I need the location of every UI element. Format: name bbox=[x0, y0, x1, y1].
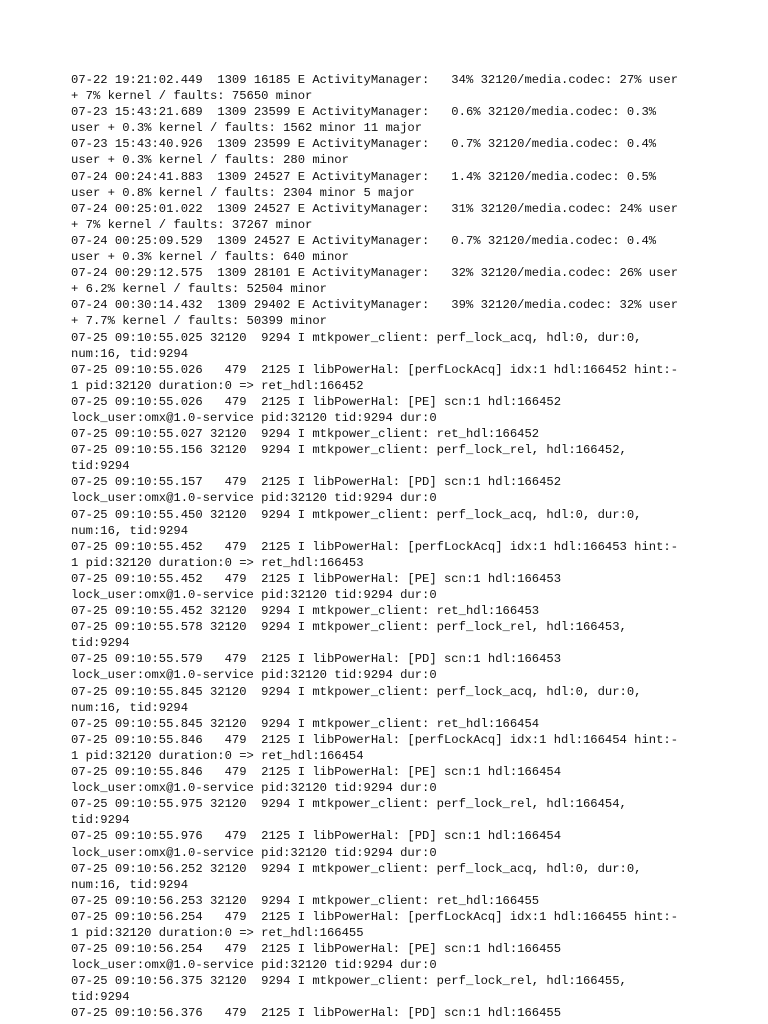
log-line: lock_user:omx@1.0-service pid:32120 tid:9294 dur:0 bbox=[71, 491, 437, 506]
log-line: 07-24 00:29:12.575 1309 28101 E ActivityManager: 32% 32120/media.codec: 26% user bbox=[71, 266, 679, 281]
log-line: 07-25 09:10:56.254 479 2125 I libPowerHal: [PE] scn:1 hdl:166455 bbox=[71, 942, 562, 957]
log-line: + 7% kernel / faults: 37267 minor bbox=[71, 217, 313, 232]
log-line: 07-25 09:10:55.846 479 2125 I libPowerHal: [PE] scn:1 hdl:166454 bbox=[71, 765, 562, 780]
log-line: 07-25 09:10:55.026 479 2125 I libPowerHal: [perfLockAcq] idx:1 hdl:166452 hint:- bbox=[71, 362, 679, 377]
log-line: lock_user:omx@1.0-service pid:32120 tid:9294 dur:0 bbox=[71, 781, 437, 796]
log-line: + 6.2% kernel / faults: 52504 minor bbox=[71, 282, 327, 297]
log-line: num:16, tid:9294 bbox=[71, 523, 189, 538]
log-line: 07-25 09:10:56.375 32120 9294 I mtkpower_client: perf_lock_rel, hdl:166455, bbox=[71, 974, 627, 989]
log-line: 07-25 09:10:55.579 479 2125 I libPowerHal: [PD] scn:1 hdl:166453 bbox=[71, 652, 562, 667]
log-line: 1 pid:32120 duration:0 => ret_hdl:166455 bbox=[71, 925, 364, 940]
log-line: 07-24 00:25:01.022 1309 24527 E ActivityManager: 31% 32120/media.codec: 24% user bbox=[71, 201, 679, 216]
log-line: 07-23 15:43:40.926 1309 23599 E ActivityManager: 0.7% 32120/media.codec: 0.4% bbox=[71, 137, 657, 152]
log-line: 07-25 09:10:55.845 32120 9294 I mtkpower_client: ret_hdl:166454 bbox=[71, 716, 540, 731]
log-line: 07-25 09:10:55.976 479 2125 I libPowerHal: [PD] scn:1 hdl:166454 bbox=[71, 829, 562, 844]
log-line: 07-25 09:10:55.845 32120 9294 I mtkpower_client: perf_lock_acq, hdl:0, dur:0, bbox=[71, 684, 642, 699]
log-line: 07-25 09:10:55.025 32120 9294 I mtkpower_client: perf_lock_acq, hdl:0, dur:0, bbox=[71, 330, 642, 345]
log-line: 07-25 09:10:55.846 479 2125 I libPowerHal: [perfLockAcq] idx:1 hdl:166454 hint:- bbox=[71, 732, 679, 747]
log-line: lock_user:omx@1.0-service pid:32120 tid:9294 dur:0 bbox=[71, 410, 437, 425]
log-line: 1 pid:32120 duration:0 => ret_hdl:166454 bbox=[71, 748, 364, 763]
log-line: 07-25 09:10:56.252 32120 9294 I mtkpower_client: perf_lock_acq, hdl:0, dur:0, bbox=[71, 861, 642, 876]
log-line: 1 pid:32120 duration:0 => ret_hdl:166453 bbox=[71, 555, 364, 570]
log-line: 07-25 09:10:56.376 479 2125 I libPowerHal: [PD] scn:1 hdl:166455 bbox=[71, 1006, 562, 1021]
log-line: lock_user:omx@1.0-service pid:32120 tid:9294 dur:0 bbox=[71, 845, 437, 860]
log-line: user + 0.3% kernel / faults: 280 minor bbox=[71, 153, 349, 168]
log-line: 07-25 09:10:56.254 479 2125 I libPowerHal: [perfLockAcq] idx:1 hdl:166455 hint:- bbox=[71, 909, 679, 924]
log-line: 07-24 00:30:14.432 1309 29402 E ActivityManager: 39% 32120/media.codec: 32% user bbox=[71, 298, 679, 313]
log-line: num:16, tid:9294 bbox=[71, 877, 189, 892]
log-line: 07-25 09:10:55.450 32120 9294 I mtkpower_client: perf_lock_acq, hdl:0, dur:0, bbox=[71, 507, 642, 522]
log-line: tid:9294 bbox=[71, 636, 130, 651]
log-line: 07-22 19:21:02.449 1309 16185 E ActivityManager: 34% 32120/media.codec: 27% user bbox=[71, 73, 679, 87]
log-line: user + 0.3% kernel / faults: 640 minor bbox=[71, 250, 349, 265]
log-line: 07-25 09:10:55.578 32120 9294 I mtkpower_client: perf_lock_rel, hdl:166453, bbox=[71, 620, 627, 635]
log-line: 1 pid:32120 duration:0 => ret_hdl:166452 bbox=[71, 378, 364, 393]
log-line: 07-23 15:43:21.689 1309 23599 E ActivityManager: 0.6% 32120/media.codec: 0.3% bbox=[71, 105, 657, 120]
log-line: 07-24 00:25:09.529 1309 24527 E ActivityManager: 0.7% 32120/media.codec: 0.4% bbox=[71, 233, 657, 248]
log-line: 07-25 09:10:55.452 479 2125 I libPowerHal: [PE] scn:1 hdl:166453 bbox=[71, 571, 562, 586]
log-line: num:16, tid:9294 bbox=[71, 700, 189, 715]
log-line: + 7.7% kernel / faults: 50399 minor bbox=[71, 314, 327, 329]
log-line: tid:9294 bbox=[71, 990, 130, 1005]
log-line: lock_user:omx@1.0-service pid:32120 tid:9294 dur:0 bbox=[71, 958, 437, 973]
log-line: 07-25 09:10:55.027 32120 9294 I mtkpower_client: ret_hdl:166452 bbox=[71, 427, 540, 442]
log-line: num:16, tid:9294 bbox=[71, 346, 189, 361]
log-page bbox=[71, 72, 711, 1022]
log-line: user + 0.8% kernel / faults: 2304 minor 5 major bbox=[71, 185, 415, 200]
log-line: 07-25 09:10:55.975 32120 9294 I mtkpower_client: perf_lock_rel, hdl:166454, bbox=[71, 797, 627, 812]
log-line: user + 0.3% kernel / faults: 1562 minor 11 major bbox=[71, 121, 423, 136]
log-line: 07-25 09:10:55.156 32120 9294 I mtkpower_client: perf_lock_rel, hdl:166452, bbox=[71, 443, 627, 458]
log-line: 07-25 09:10:55.157 479 2125 I libPowerHal: [PD] scn:1 hdl:166452 bbox=[71, 475, 562, 490]
log-line: lock_user:omx@1.0-service pid:32120 tid:9294 dur:0 bbox=[71, 668, 437, 683]
log-line: tid:9294 bbox=[71, 813, 130, 828]
log-line: 07-25 09:10:55.452 479 2125 I libPowerHal: [perfLockAcq] idx:1 hdl:166453 hint:- bbox=[71, 539, 679, 554]
log-line: 07-25 09:10:55.026 479 2125 I libPowerHal: [PE] scn:1 hdl:166452 bbox=[71, 394, 562, 409]
log-line: 07-24 00:24:41.883 1309 24527 E ActivityManager: 1.4% 32120/media.codec: 0.5% bbox=[71, 169, 657, 184]
log-line: + 7% kernel / faults: 75650 minor bbox=[71, 89, 313, 104]
log-line: 07-25 09:10:55.452 32120 9294 I mtkpower_client: ret_hdl:166453 bbox=[71, 604, 540, 619]
log-line: lock_user:omx@1.0-service pid:32120 tid:9294 dur:0 bbox=[71, 588, 437, 602]
log-line: tid:9294 bbox=[71, 459, 130, 474]
log-line: 07-25 09:10:56.253 32120 9294 I mtkpower_client: ret_hdl:166455 bbox=[71, 893, 540, 908]
